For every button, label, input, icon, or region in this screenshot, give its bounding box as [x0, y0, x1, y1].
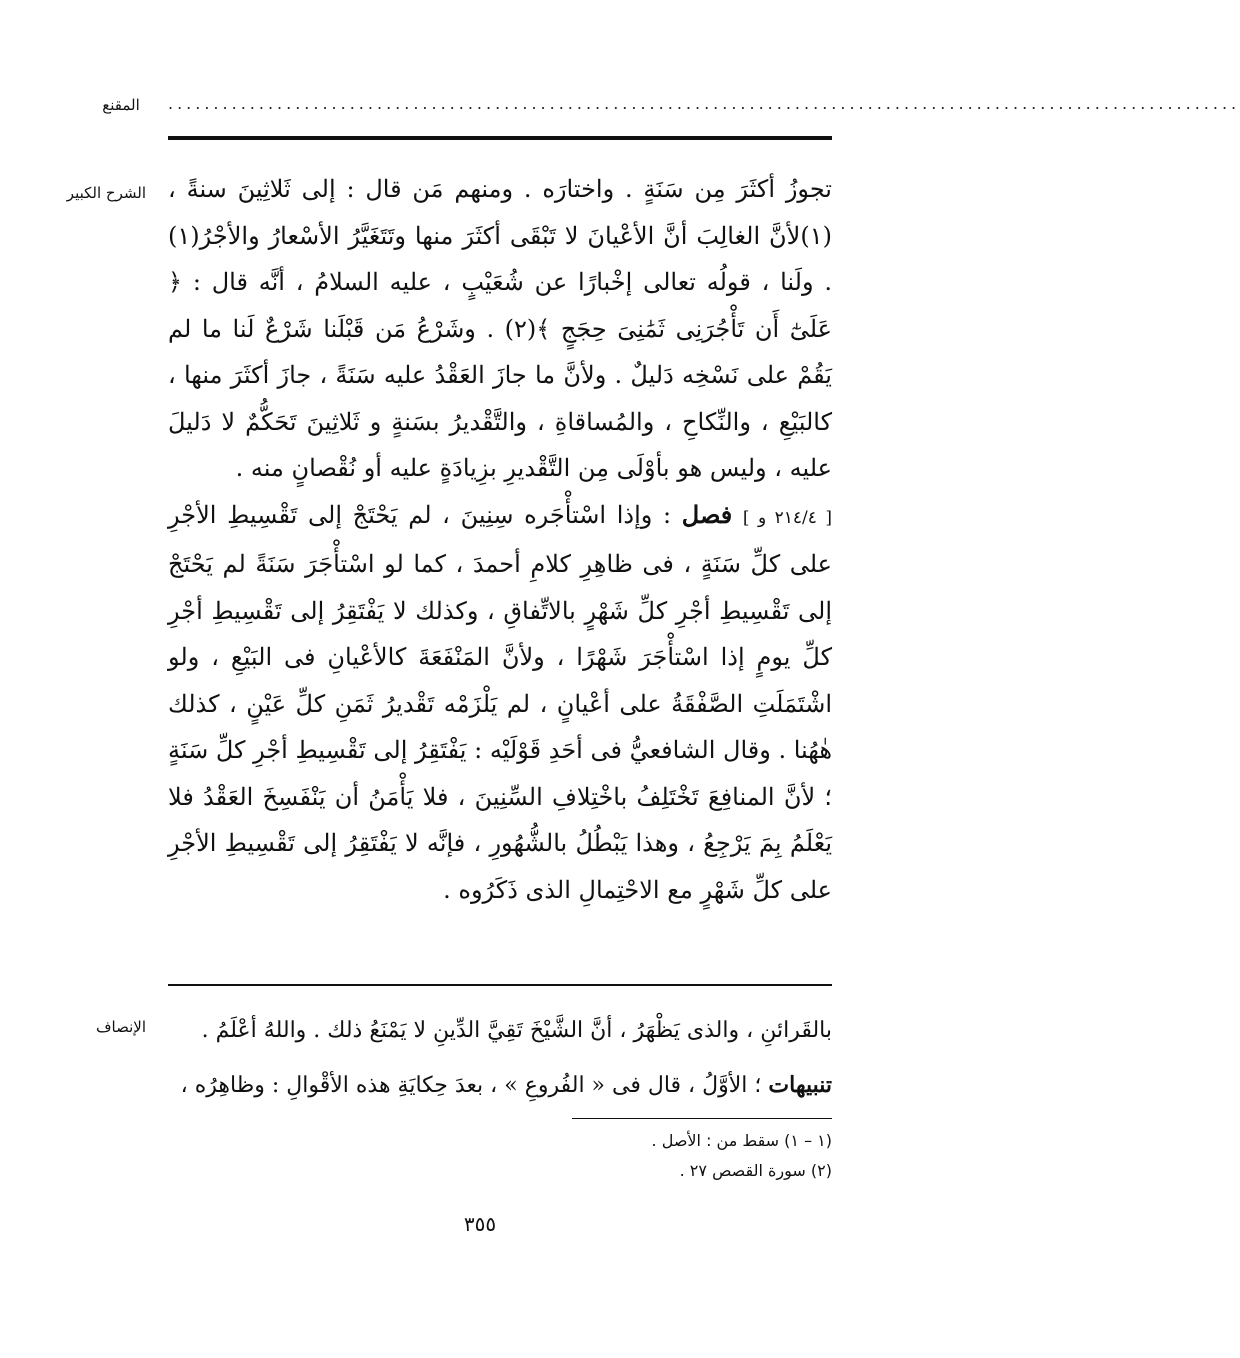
footnote-2: (٢) سورة القصص ٢٧ .	[679, 1161, 832, 1180]
fasl-heading: فصل	[681, 499, 733, 529]
tanbihat-heading: تنبيهات	[768, 1072, 832, 1098]
sharh-text	[168, 166, 832, 913]
footnote-rule	[572, 1118, 832, 1119]
sharh-paragraph-2-body: : وإذا اسْتأْجَره سِنِينَ ، لم يَحْتَجْ إلى تَقْسِيطِ الأجْرِ على كلِّ سَنَةٍ ، فى ظاهِرِ كلامِ أحمدَ ، كما لو اسْتأْجَرَ سَنَةً لم يَحْتَجْ إلى تَقْسِيطِ أجْرِ كلِّ شَهْرٍ بالاتِّفاقِ ، وكذلك لا يَفْتَقِرُ إلى تَقْسِيطِ أجْرِ كلِّ يومٍ إذا اسْتأْجَرَ شَهْرًا ، ولأنَّ المَنْفَعَةَ كالأعْيانِ فى البَيْعِ ، ولو اشْتَمَلَتِ الصَّفْقَةُ على أعْيانٍ ، لم يَلْزَمْه تَقْديرُ ثَمَنِ كلِّ عَيْنٍ ، كذلك هٰهُنا . وقال الشافعيُّ فى أحَدِ قَوْلَيْه : يَفْتَقِرُ إلى تَقْسِيطِ أجْرِ كلِّ سَنَةٍ ؛ لأنَّ المنافِعَ تَخْتَلِفُ باخْتِلافِ السِّنِينَ ، فلا يَأْمَنُ أن يَنْفَسِخَ العَقْدُ فلا يَعْلَمُ بِمَ يَرْجِعُ ، وهذا يَبْطُلُ بالشُّهُورِ ، فإنَّه لا يَفْتَقِرُ إلى تَقْسِيطِ الأجْرِ على كلِّ شَهْرٍ مع الاحْتِمالِ الذى ذَكَرُوه .	[168, 500, 832, 904]
running-header-title: المقنع	[102, 96, 140, 114]
header-rule	[168, 136, 832, 140]
sharh-paragraph-1: تجوزُ أكثَرَ مِن سَنَةٍ . واختارَه . ومنهم مَن قال : إلى ثَلاثِينَ سنةً ، (١)لأنَّ الغالِبَ أنَّ الأعْيانَ لا تَبْقَى أكثَرَ منها وتَتَغَيَّرُ الأسْعارُ والأجْرُ(١) . ولَنا ، قولُه تعالى إخْبارًا عن شُعَيْبٍ ، عليه السلامُ ، أنَّه قال : ﴿ عَلَىٰٓ أَن تَأْجُرَنِى ثَمَٰنِىَ حِجَجٍ ﴾(٢) . وشَرْعُ مَن قَبْلَنا شَرْعٌ لَنا ما لم يَقُمْ على نَسْخِه دَليلٌ . ولأنَّ ما جازَ العَقْدُ عليه سَنَةً ، جازَ أكثَرَ منها ، كالبَيْعِ ، والنِّكاحِ ، والمُساقاةِ ، والتَّقْديرُ بسَنةٍ و ثَلاثِينَ تَحَكُّمٌ لا دَليلَ عليه ، وليس هو بأوْلَى مِن التَّقْديرِ بزِيادَةٍ عليه أو نُقْصانٍ منه .	[168, 175, 832, 482]
section-divider	[168, 984, 832, 986]
manuscript-reference: [ ٢١٤/٤ و ]	[742, 507, 832, 528]
footnote-1: (١ – ١) سقط من : الأصل .	[651, 1131, 832, 1150]
insaf-text	[168, 1004, 832, 1113]
margin-label-insaf: الإنصاف	[95, 1018, 146, 1036]
page-number: ٣٥٥	[463, 1212, 497, 1236]
margin-label-sharh: الشرح الكبير	[66, 184, 146, 202]
insaf-line-2-body: ؛ الأوَّلُ ، قال فى « الفُروعِ » ، بعدَ حِكايَةِ هذه الأقْوالِ : وظاهِرُه ،	[180, 1073, 762, 1098]
header-dotted-leader: ......................................................................................................................	[168, 94, 1240, 113]
insaf-line-1: بالقَرائنِ ، والذى يَظْهَرُ ، أنَّ الشَّيْخَ تَقِيَّ الدِّينِ لا يَمْنَعُ ذلك . واللهُ أعْلَمُ .	[201, 1018, 832, 1043]
insaf-line-2	[168, 1058, 832, 1113]
footnotes	[500, 1126, 832, 1186]
sharh-paragraph-2	[168, 492, 832, 914]
